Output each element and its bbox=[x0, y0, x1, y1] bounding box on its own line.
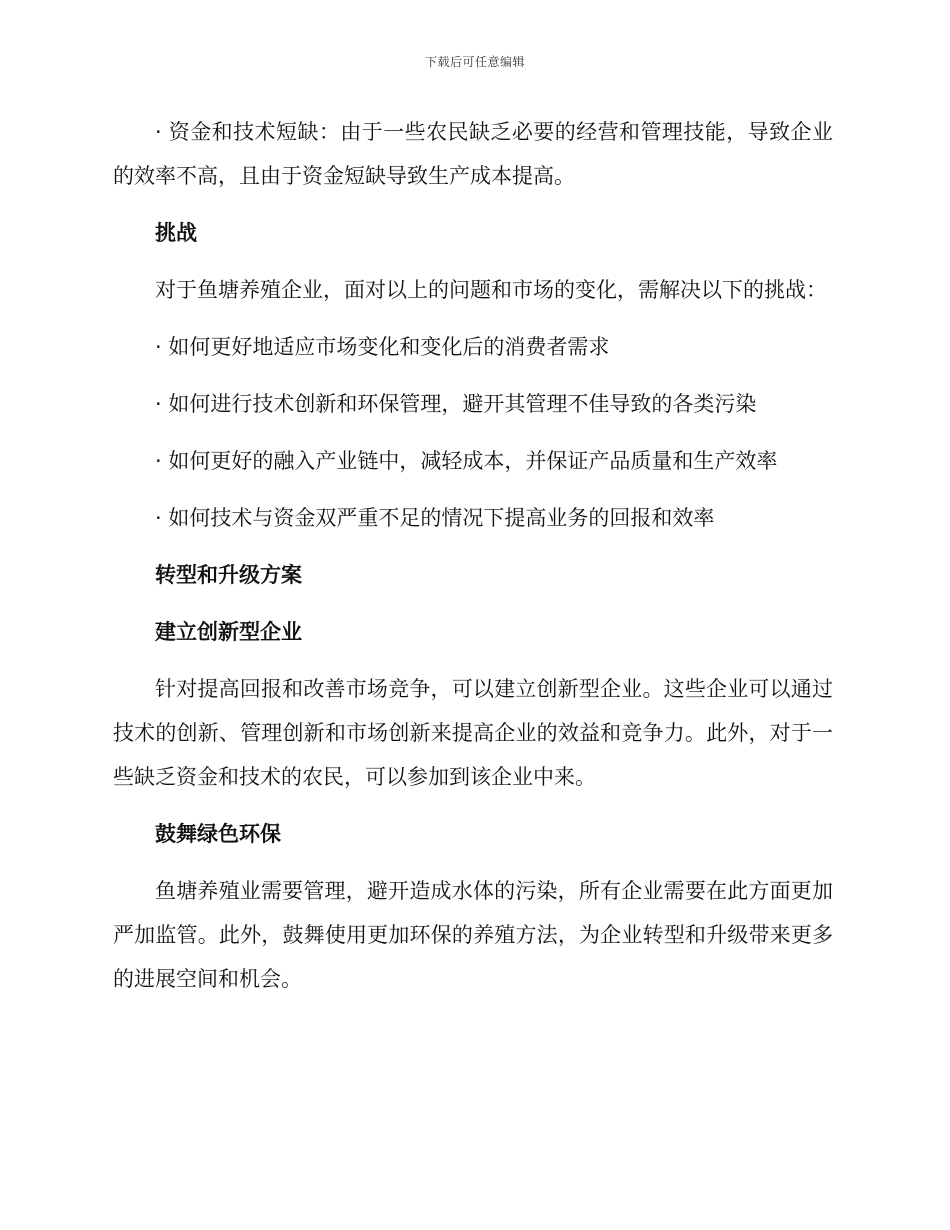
challenge-bullet-market: · 如何更好地适应市场变化和变化后的消费者需求 bbox=[155, 335, 610, 359]
document-body bbox=[113, 110, 833, 1014]
section-heading-transformation: 转型和升级方案 bbox=[155, 563, 302, 587]
bullet-paragraph-funding-shortage: · 资金和技术短缺：由于一些农民缺乏必要的经营和管理技能，导致企业的效率不高，且由于资金短缺导致生产成本提高。 bbox=[113, 120, 833, 188]
innovative-enterprise-paragraph: 针对提高回报和改善市场竞争，可以建立创新型企业。这些企业可以通过技术的创新、管理创新和市场创新来提高企业的效益和竞争力。此外，对于一些缺乏资金和技术的农民，可以参加到该企业中来。 bbox=[113, 677, 833, 789]
subheading-green-environment: 鼓舞绿色环保 bbox=[155, 822, 281, 846]
challenge-bullet-innovation: · 如何进行技术创新和环保管理，避开其管理不佳导致的各类污染 bbox=[155, 392, 757, 416]
section-heading-challenges: 挑战 bbox=[155, 221, 197, 245]
subheading-innovative-enterprise: 建立创新型企业 bbox=[155, 620, 302, 644]
green-environment-paragraph: 鱼塘养殖业需要管理，避开造成水体的污染，所有企业需要在此方面更加严加监管。此外，鼓舞使用更加环保的养殖方法，为企业转型和升级带来更多的进展空间和机会。 bbox=[113, 879, 833, 991]
page-header: 下载后可任意编辑 bbox=[424, 55, 525, 69]
challenges-intro-paragraph: 对于鱼塘养殖企业，面对以上的问题和市场的变化，需解决以下的挑战： bbox=[155, 278, 827, 302]
challenge-bullet-industry-chain: · 如何更好的融入产业链中，减轻成本，并保证产品质量和生产效率 bbox=[155, 449, 778, 473]
challenge-bullet-returns: · 如何技术与资金双严重不足的情况下提高业务的回报和效率 bbox=[155, 506, 715, 530]
